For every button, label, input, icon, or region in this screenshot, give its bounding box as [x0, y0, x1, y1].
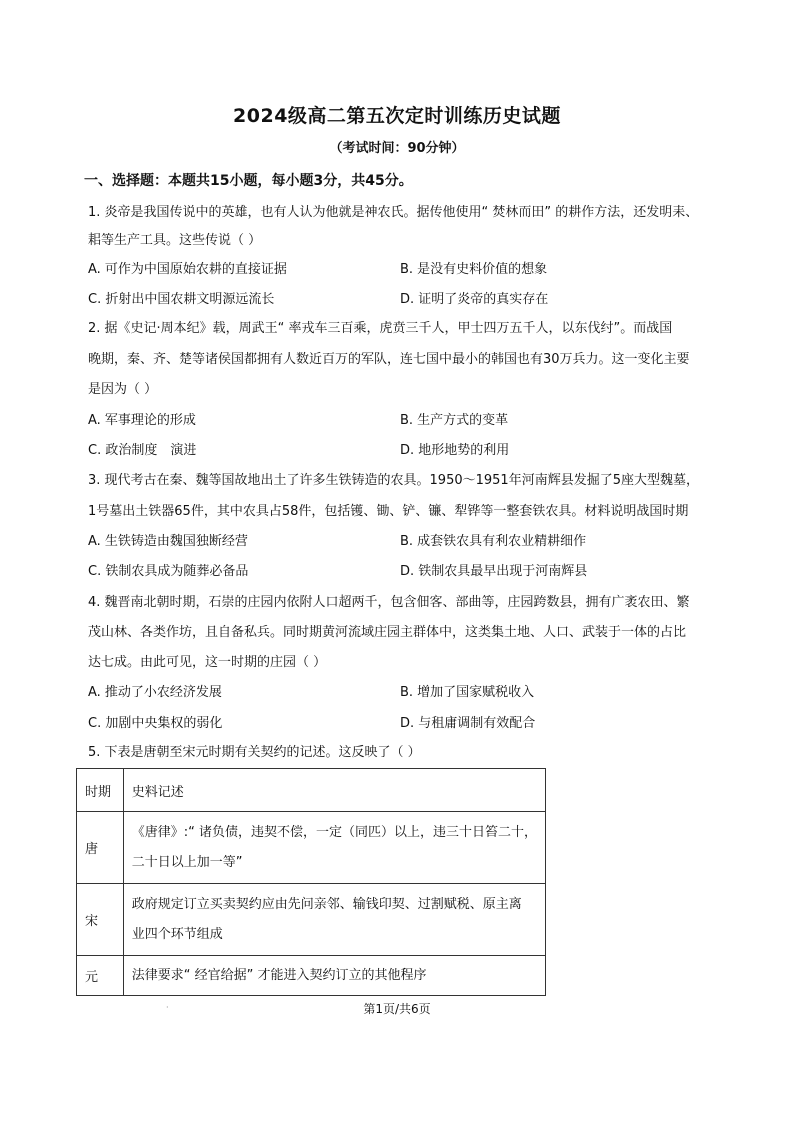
table-row: [77, 956, 546, 996]
question-3-option-c: C. 铁制农具成为随葬必备品: [88, 564, 249, 579]
question-2-option-c: C. 政治制度 演进: [88, 443, 197, 458]
question-4-line-2: 茂山林、各类作坊，且自备私兵。同时期黄河流域庄园主群体中，这类集土地、人口、武装于一体的占比: [88, 625, 687, 640]
record-line: 政府规定订立买卖契约应由先问亲邻、输钱印契、过割赋税、原主离: [131, 896, 522, 912]
question-3-option-a: A. 生铁铸造由魏国独断经营: [88, 534, 248, 549]
question-2-line-1: 2. 据《史记·周本纪》载，周武王“ 率戎车三百乘，虎贲三千人，甲士四万五千人，以东伐纣”。而战国: [88, 321, 673, 336]
table-cell-period: 唐: [77, 812, 124, 884]
table-cell-record: [123, 884, 545, 956]
question-1-line-1: 1. 炎帝是我国传说中的英雄，也有人认为他就是神农氏。据传他使用“ 焚林而田” 的耕作方法，还发明耒、: [88, 205, 699, 220]
table-cell-period: 宋: [77, 884, 124, 956]
question-4-option-c: C. 加剧中央集权的弱化: [88, 716, 223, 731]
table-cell-period: 元: [77, 956, 124, 996]
table-header-period: 时期: [77, 769, 124, 812]
question-1-option-c: C. 折射出中国农耕文明源远流长: [88, 292, 275, 307]
question-5-line-1: 5. 下表是唐朝至宋元时期有关契约的记述。这反映了（ ）: [88, 745, 421, 760]
table-row: [77, 812, 546, 884]
table-row: [77, 884, 546, 956]
record-line: 业四个环节组成: [131, 926, 223, 942]
contract-records-table: [76, 768, 546, 996]
question-4-option-a: A. 推动了小农经济发展: [88, 685, 222, 700]
section-heading: 一、选择题：本题共15小题，每小题3分，共45分。: [84, 173, 413, 189]
question-4-line-1: 4. 魏晋南北朝时期，石崇的庄园内依附人口超两千，包含佃客、部曲等，庄园跨数县，拥有广袤农田、繁: [88, 595, 690, 610]
question-3-option-b: B. 成套铁农具有利农业精耕细作: [400, 534, 587, 549]
question-3-option-d: D. 铁制农具最早出现于河南辉县: [400, 564, 588, 579]
record-line: 二十日以上加一等”: [131, 854, 243, 870]
question-2-option-d: D. 地形地势的利用: [400, 443, 510, 458]
question-1-option-a: A. 可作为中国原始农耕的直接证据: [88, 262, 287, 277]
question-2-option-b: B. 生产方式的变革: [400, 413, 509, 428]
page-title: 2024级高二第五次定时训练历史试题: [233, 105, 561, 127]
question-3-line-1: 3. 现代考古在秦、魏等国故地出土了许多生铁铸造的农具。1950～1951年河南辉县发掘了5座大型魏墓，: [88, 473, 699, 488]
table-header-row: [77, 769, 546, 812]
question-1-option-d: D. 证明了炎帝的真实存在: [400, 292, 549, 307]
question-4-option-d: D. 与租庸调制有效配合: [400, 716, 536, 731]
table-header-record: 史料记述: [123, 769, 545, 812]
question-2-option-a: A. 军事理论的形成: [88, 413, 196, 428]
question-4-line-3: 达七成。由此可见，这一时期的庄园（ ）: [88, 655, 327, 670]
question-2-line-3: 是因为（ ）: [88, 382, 158, 397]
table-cell-record: [123, 812, 545, 884]
question-1-line-2: 耜等生产工具。这些传说（ ）: [88, 233, 262, 248]
question-1-option-b: B. 是没有史料价值的想象: [400, 262, 548, 277]
question-4-option-b: B. 增加了国家赋税收入: [400, 685, 535, 700]
question-2-line-2: 晚期，秦、齐、楚等诸侯国都拥有人数近百万的军队，连七国中最小的韩国也有30万兵力。这一变化主要: [88, 352, 690, 367]
stray-dot: ·: [166, 1003, 169, 1012]
question-3-line-2: 1号墓出土铁器65件，其中农具占58件，包括镬、锄、铲、镰、犁铧等一整套铁农具。材料说明战国时期: [88, 504, 689, 519]
record-line: 法律要求“ 经官给据” 才能进入契约订立的其他程序: [131, 967, 427, 983]
record-line: 《唐律》:“ 诸负债，违契不偿，一定（同匹）以上，违三十日笞二十，: [131, 824, 537, 840]
table-cell-record: [123, 956, 545, 996]
page-number: 第1页/共6页: [363, 1002, 431, 1016]
exam-time: （考试时间：90分钟）: [329, 141, 465, 156]
